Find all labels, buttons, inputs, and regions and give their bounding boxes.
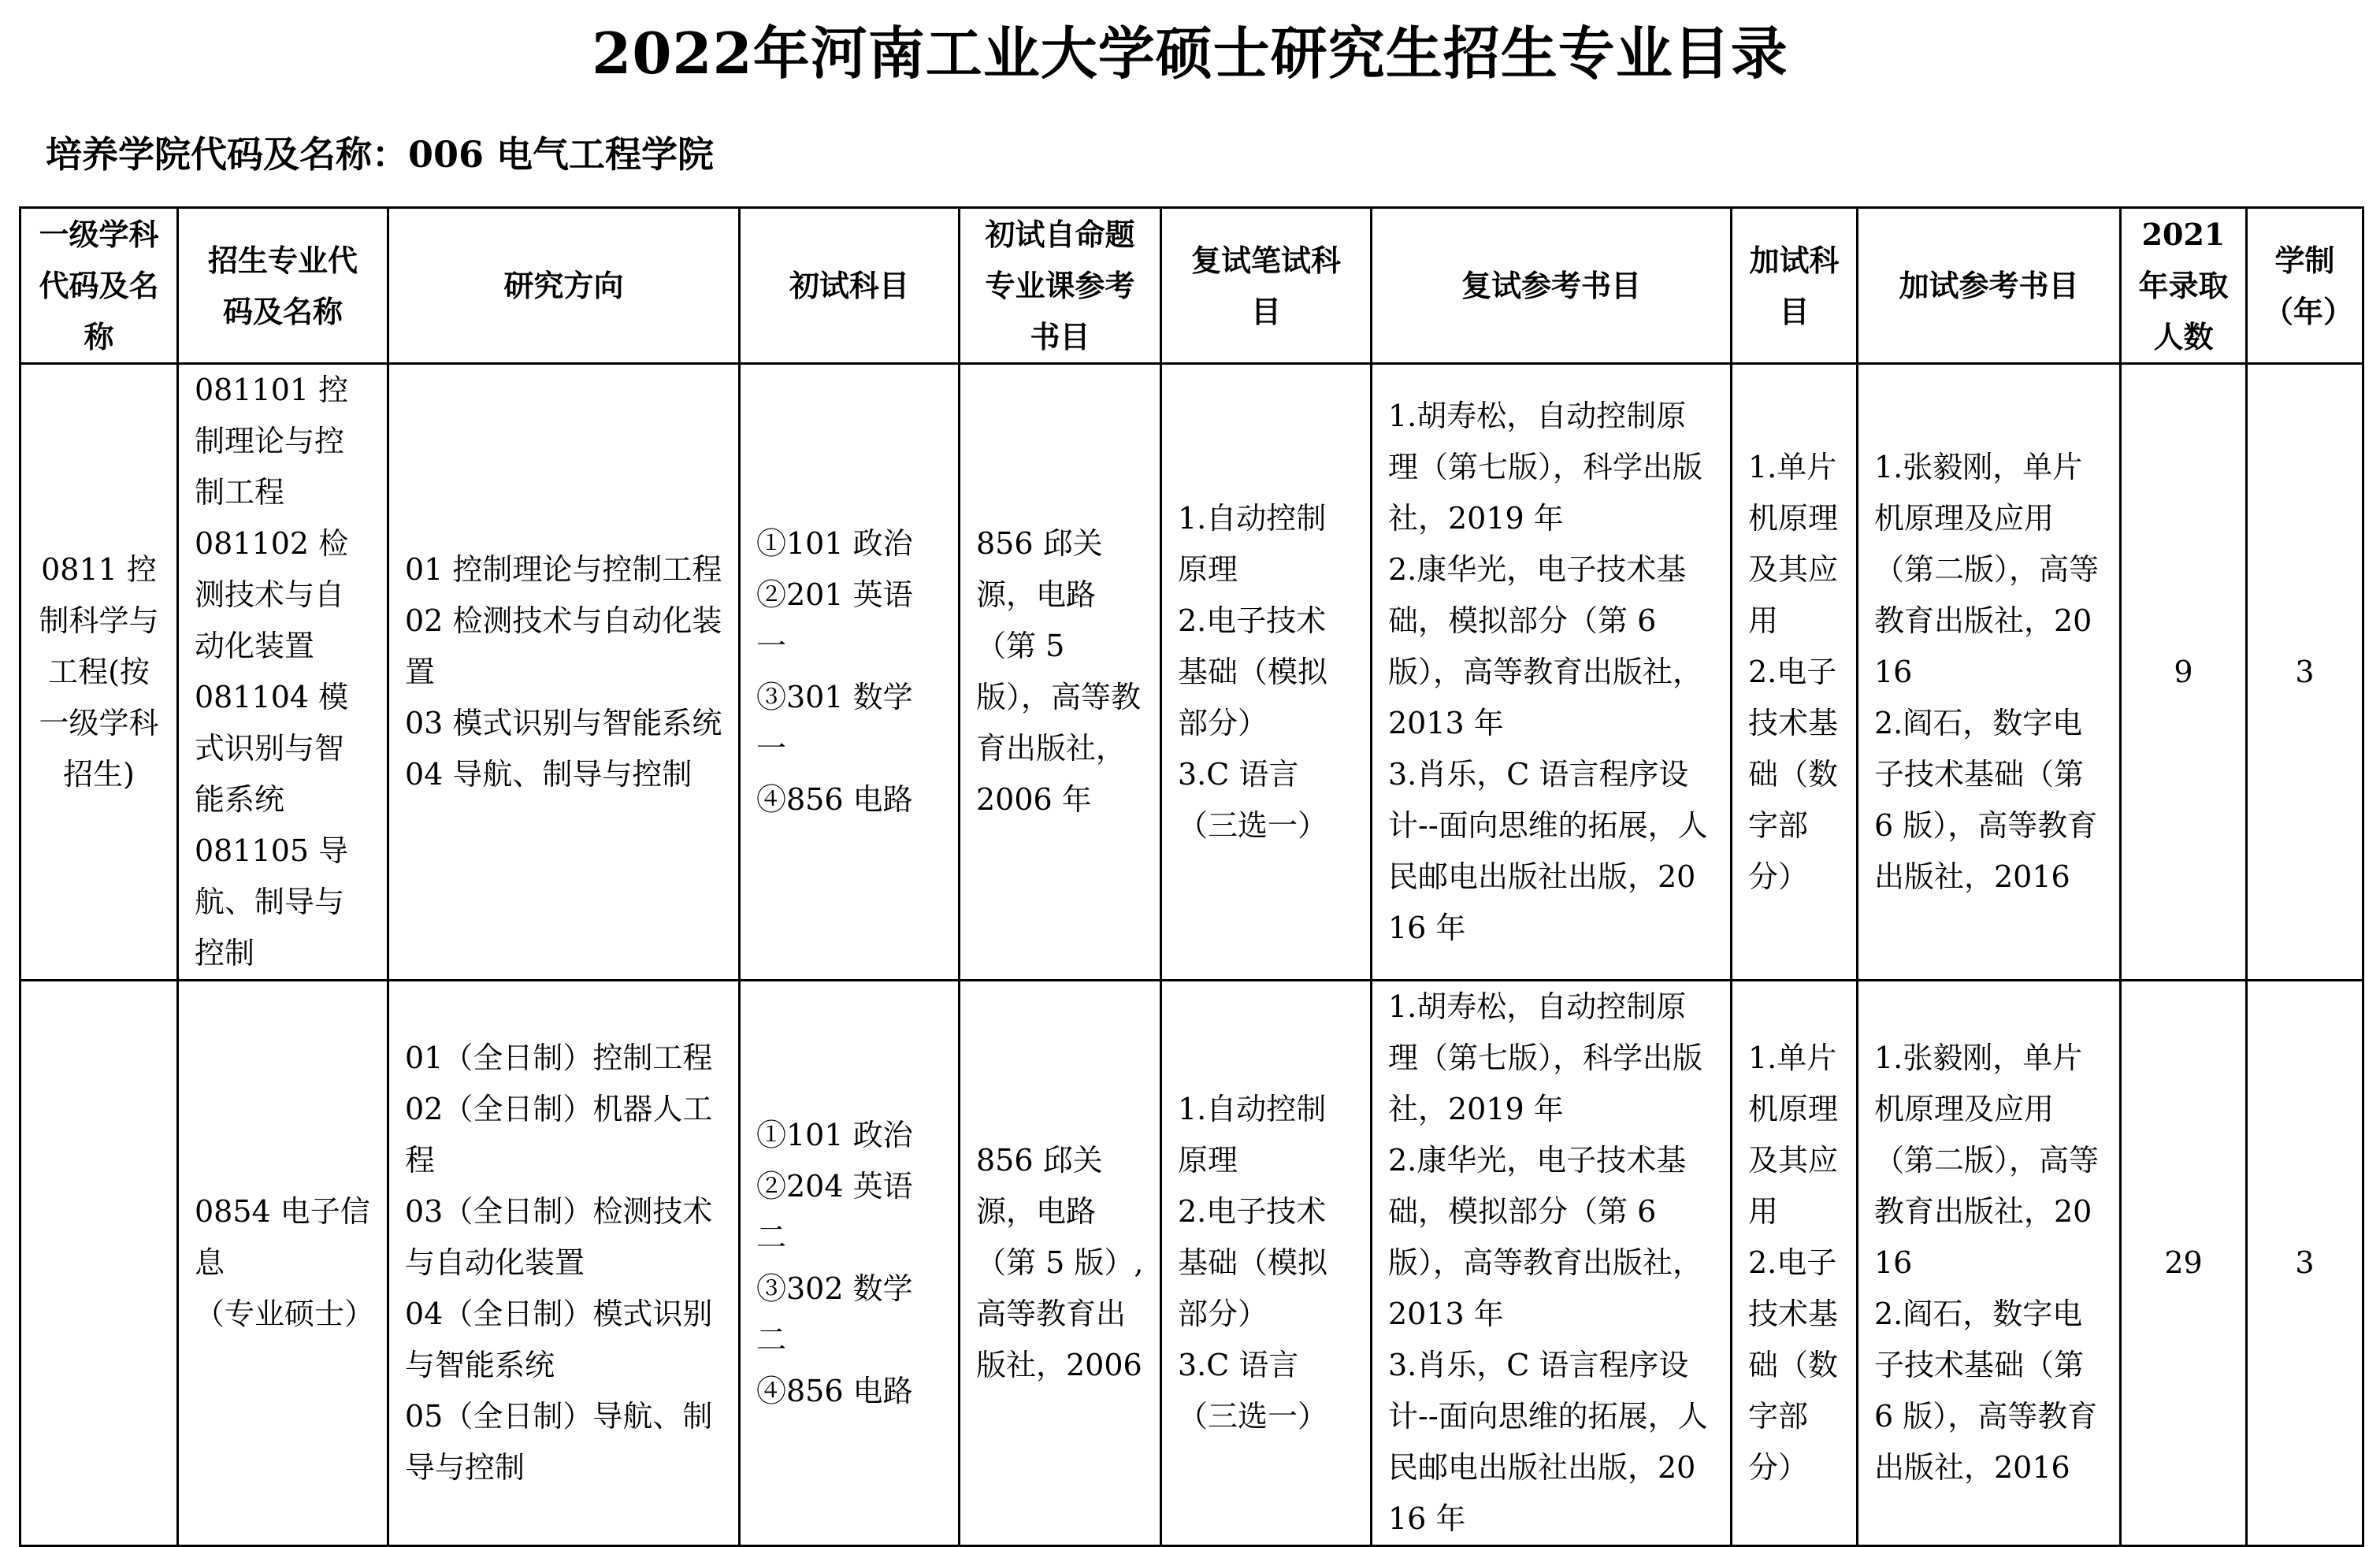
header-direction: 研究方向 — [388, 208, 740, 364]
header-extra-subjects: 加试科目 — [1732, 208, 1858, 364]
header-discipline: 一级学科代码及名称 — [20, 208, 178, 364]
direction-item: 01 控制理论与控制工程 — [405, 551, 722, 587]
retest-book-item: 2.康华光，电子技术基础，模拟部分（第 6 版），高等教育出版社，2013 年 — [1388, 551, 1703, 740]
retest-subject-item: 1.自动控制原理 — [1178, 500, 1327, 587]
cell-exam-books: 856 邱关源，电路（第 5 版）,高等教育出版社，2006 — [960, 981, 1161, 1546]
exam-item: ②201 英语一 — [756, 577, 913, 663]
extra-book-item: 1.张毅刚，单片机原理及应用（第二版），高等教育出版社，2016 — [1874, 449, 2100, 689]
cell-retest-books — [1372, 981, 1732, 1546]
direction-item: 03（全日制）检测技术与自动化装置 — [405, 1194, 713, 1280]
cell-retest-books — [1372, 364, 1732, 981]
header-retest-subjects: 复试笔试科目 — [1161, 208, 1372, 364]
header-major: 招生专业代码及名称 — [178, 208, 388, 364]
extra-subject-item: 2.电子技术基础（数字部分） — [1748, 1245, 1839, 1485]
header-exam-subjects: 初试科目 — [740, 208, 960, 364]
retest-book-item: 2.康华光，电子技术基础，模拟部分（第 6 版），高等教育出版社，2013 年 — [1388, 1143, 1703, 1331]
retest-subject-item: 3.C 语言 — [1178, 1348, 1299, 1382]
cell-discipline — [20, 981, 178, 1546]
direction-item: 01（全日制）控制工程 — [405, 1041, 713, 1075]
exam-item: ④856 电路 — [756, 782, 913, 817]
cell-extra-books — [1858, 981, 2121, 1546]
retest-book-item: 1.胡寿松，自动控制原理（第七版），科学出版社，2019 年 — [1388, 989, 1703, 1126]
extra-book-item: 2.阎石，数字电子技术基础（第 6 版），高等教育出版社，2016 — [1874, 705, 2098, 894]
extra-book-item: 2.阎石，数字电子技术基础（第 6 版），高等教育出版社，2016 — [1874, 1297, 2098, 1485]
direction-item: 05（全日制）导航、制导与控制 — [405, 1399, 713, 1485]
cell-extra-subjects — [1732, 364, 1858, 981]
cell-discipline: 0811 控制科学与工程(按一级学科招生) — [20, 364, 178, 981]
cell-majors — [178, 981, 388, 1546]
major-item: 081102 检测技术与自动化装置 — [195, 526, 349, 663]
extra-subject-item: 1.单片机原理及其应用 — [1748, 1041, 1839, 1229]
page-title: 2022年河南工业大学硕士研究生招生专业目录 — [592, 20, 1788, 87]
direction-item: 03 模式识别与智能系统 — [405, 705, 722, 740]
direction-item: 02 检测技术与自动化装置 — [405, 603, 722, 689]
cell-extra-books — [1858, 364, 2121, 981]
major-item: 081104 模式识别与智能系统 — [195, 680, 349, 817]
retest-book-item: 3.肖乐，C 语言程序设计--面向思维的拓展，人民邮电出版社出版，2016 年 — [1388, 756, 1708, 945]
college-line: 培养学院代码及名称：006 电气工程学院 — [46, 133, 715, 176]
header-extra-books: 加试参考书目 — [1858, 208, 2121, 364]
major-item: 081105 导航、制导与控制 — [195, 833, 349, 970]
exam-item: ④856 电路 — [756, 1373, 913, 1408]
cell-admitted: 9 — [2121, 364, 2247, 981]
cell-extra-subjects — [1732, 981, 1858, 1546]
cell-exam-books: 856 邱关源，电路（第 5 版），高等教育出版社，2006 年 — [960, 364, 1161, 981]
retest-subject-item: 2.电子技术基础（模拟部分） — [1178, 1194, 1328, 1331]
cell-years: 3 — [2247, 364, 2363, 981]
cell-exams — [740, 364, 960, 981]
major-item: 0854 电子信息 — [195, 1194, 370, 1280]
retest-subject-item: 3.C 语言 — [1178, 756, 1299, 792]
retest-subject-item: （三选一） — [1178, 1399, 1328, 1434]
exam-item: ①101 政治 — [756, 526, 913, 561]
retest-book-item: 3.肖乐，C 语言程序设计--面向思维的拓展，人民邮电出版社出版，2016 年 — [1388, 1348, 1708, 1536]
retest-book-item: 1.胡寿松，自动控制原理（第七版），科学出版社，2019 年 — [1388, 398, 1703, 536]
direction-item: 04（全日制）模式识别与智能系统 — [405, 1297, 713, 1382]
cell-retest-subjects — [1161, 981, 1372, 1546]
retest-subject-item: 1.自动控制原理 — [1178, 1092, 1327, 1178]
table-row — [20, 364, 2363, 981]
major-item: （专业硕士） — [195, 1297, 375, 1331]
header-years: 学制（年） — [2247, 208, 2363, 364]
extra-book-item: 1.张毅刚，单片机原理及应用（第二版），高等教育出版社，2016 — [1874, 1041, 2100, 1280]
cell-exams — [740, 981, 960, 1546]
cell-majors — [178, 364, 388, 981]
cell-retest-subjects — [1161, 364, 1372, 981]
header-exam-books: 初试自命题专业课参考书目 — [960, 208, 1161, 364]
header-retest-books: 复试参考书目 — [1372, 208, 1732, 364]
header-admitted: 2021年录取人数 — [2121, 208, 2247, 364]
table-row — [20, 981, 2363, 1546]
header-row — [20, 208, 2363, 364]
extra-subject-item: 1.单片机原理及其应用 — [1748, 449, 1839, 638]
major-item: 081101 控制理论与控制工程 — [195, 373, 349, 510]
exam-item: ①101 政治 — [756, 1117, 913, 1152]
exam-item: ③301 数学一 — [756, 680, 913, 766]
catalog-table — [19, 206, 2364, 1547]
exam-item: ②204 英语二 — [756, 1168, 913, 1255]
extra-subject-item: 2.电子技术基础（数字部分） — [1748, 654, 1839, 894]
retest-subject-item: （三选一） — [1178, 807, 1328, 843]
exam-item: ③302 数学二 — [756, 1271, 913, 1357]
direction-item: 02（全日制）机器人工程 — [405, 1092, 713, 1178]
cell-directions — [388, 981, 740, 1546]
cell-admitted: 29 — [2121, 981, 2247, 1546]
cell-directions — [388, 364, 740, 981]
direction-item: 04 导航、制导与控制 — [405, 756, 692, 792]
retest-subject-item: 2.电子技术基础（模拟部分） — [1178, 603, 1328, 740]
cell-years: 3 — [2247, 981, 2363, 1546]
